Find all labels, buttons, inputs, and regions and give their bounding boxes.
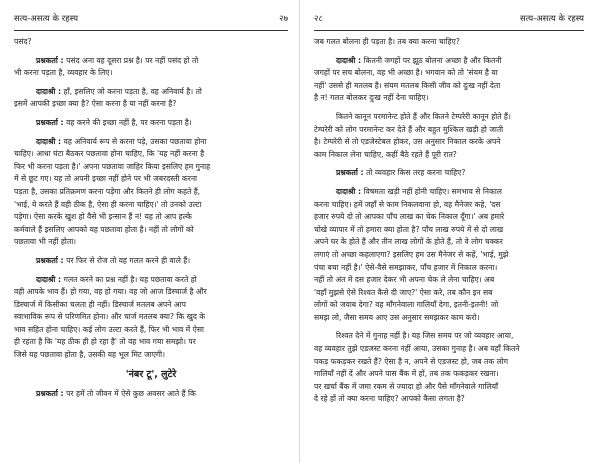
text-line: [314, 124, 584, 137]
paragraph: [14, 255, 288, 268]
line-text: जिसे यह पछतावा होता है, उसकी यह भूल मिट जाएगी।: [14, 350, 166, 360]
paragraph: [14, 136, 288, 249]
speaker-label: दादाश्री :: [336, 186, 364, 196]
text-line: [314, 262, 584, 275]
text-line: [14, 186, 288, 199]
line-text: वह व्यवहार तुझे एडजस्ट करना नहीं आया, उसका गुनाह है। अब यहाँ कितने: [314, 344, 520, 354]
text-line: [14, 117, 288, 130]
text-line: [314, 343, 584, 356]
line-text: पर खर्चा बैंक में जमा रकम से ज्यादा हो और पैसे माँगनेवाले गालियाँ: [314, 381, 498, 391]
text-line: [14, 336, 288, 349]
running-title: सत्य-असत्य के रहस्य: [14, 14, 79, 24]
line-text: पड़ेगा। ऐसा करके खुश हो वैसे भी इन्सान हैं न! यह तो आप हल्के: [14, 212, 192, 222]
line-text: चाहिए। आधा घंटा बैठकर पछतावा होना चाहिए, कि 'यह नहीं करना है: [14, 149, 205, 159]
line-text: गलत करने का प्रश्न नहीं है। यह पछतावा करते हो: [63, 274, 197, 284]
text-line: [314, 330, 584, 343]
line-text: पर फिर से रोज तो वह गलत करने ही वाले हैं।: [66, 255, 191, 265]
line-text: विषमता खड़ी नहीं होनी चाहिए। समभाव से निकाल: [363, 186, 502, 196]
speaker-label: दादाश्री :: [336, 55, 364, 65]
text-line: [314, 393, 584, 406]
line-text: पसंद?: [14, 37, 32, 46]
line-text: स्वाभाविक रूप से परिणमित होना। और चार्ज मतलब क्या? कि खुद के: [14, 312, 206, 322]
paragraph: [314, 330, 584, 406]
text-line: [14, 86, 288, 99]
line-text: तो व्यवहार किस तरह करना चाहिए?: [366, 168, 466, 178]
paragraph: [14, 36, 288, 49]
paragraph: [314, 111, 584, 161]
line-text: वह करने की इच्छा नहीं है, पर करना पड़ता है।: [66, 117, 192, 127]
line-text: में से छूट गए। यह तो अपनी इच्छा नहीं होने पर भी जबरदस्ती करना: [14, 174, 198, 184]
paragraph: [14, 388, 288, 401]
line-text: 'वहाँ मुझसे ऐसे रिश्वत कैसे दी जाए?' ऐसा करे, तब कौन इन सब: [314, 287, 493, 297]
line-text: है न! गलत बोलकर दुःख नहीं देना चाहिए।: [314, 93, 429, 103]
line-text: गालियाँ नहीं दें और अपने पास बैंक में हों, तब तक फकड़कर रखना।: [314, 369, 499, 379]
paragraph: [14, 117, 288, 130]
text-line: [14, 173, 288, 186]
text-line: [314, 287, 584, 300]
text-line: [14, 211, 288, 224]
text-line: [14, 324, 288, 337]
text-line: [14, 388, 288, 401]
text-line: [314, 167, 584, 180]
text-line: [314, 111, 584, 124]
line-text: हाँ, इसलिए जो करना पड़ता है, वह अनिवार्य है। तो: [63, 86, 202, 96]
speaker-label: प्रश्नकर्ता :: [36, 55, 67, 65]
text-line: [314, 312, 584, 325]
text-line: [314, 92, 584, 105]
line-text: समझ लो, जैसा समय आए उस अनुसार समझकर काम करो।: [314, 312, 480, 322]
text-line: [14, 255, 288, 268]
chapter-heading: 'नंबर टू', लुटेरे: [125, 368, 177, 380]
line-text: नहीं' उससे ही मतलब है। संयम मतलब किसी जीव को दुःख नहीं देता: [314, 80, 501, 90]
line-text: रिश्वत देने में गुनाह नहीं है। यह जिस समय पर जो व्यवहार आया,: [336, 331, 514, 341]
text-line: [314, 356, 584, 369]
line-text: भाव सहित होना चाहिए। कई लोग उल्टा करते हैं, फिर भी भाव में ऐसा: [14, 324, 204, 334]
line-text: हजार रुपये दो तो आपका पाँच लाख का चेक निकाल दूँगा।' अब हमारे: [314, 212, 505, 222]
text-line: [14, 349, 288, 362]
text-line: [14, 286, 288, 299]
line-text: वही आपके भाव हैं। हो गया, वह हो गया। वह जो आज डिस्चार्ज है और: [14, 287, 207, 297]
left-page-body: [14, 36, 288, 400]
line-text: पछतावा भी नहीं होता।: [14, 237, 77, 247]
text-line: [14, 161, 288, 174]
text-line: [314, 186, 584, 199]
line-text: करना चाहिए। हमें जहाँ से काम निकलवाना हो, वह मैनेजर कहे, 'दस: [314, 199, 501, 209]
line-text: पंचा बचा नहीं है।' ऐसे-वैसे समझाकर, पाँच हजार में निकाल करना।: [314, 262, 498, 272]
speaker-label: प्रश्नकर्ता :: [36, 117, 67, 127]
speaker-label: दादाश्री :: [36, 136, 64, 146]
text-line: [14, 148, 288, 161]
line-text: वह अनिवार्य रूप से करना पड़े, उसका पछतावा होना: [63, 136, 207, 146]
paragraph: [314, 55, 584, 105]
speaker-label: दादाश्री :: [36, 274, 64, 284]
line-text: ही रहता है कि 'यह ठीक ही हो रहा है' तो वह भाव गया समझो। पर: [14, 337, 196, 347]
right-page-header: [314, 0, 584, 31]
line-text: लोगों को जवाब देगा? वह माँगनेवाला गालियाँ देगा, इतनी-इतनी! जो: [314, 300, 499, 310]
text-line: [14, 311, 288, 324]
text-line: [14, 299, 288, 312]
text-line: [314, 274, 584, 287]
line-text: भी करना पड़ता है, व्यवहार के लिए।: [14, 68, 113, 78]
line-text: लगाएं तो अच्छा कहलाएगा? इसलिए हम उस मैनेजर से कहें, 'भाई, मुझे: [314, 249, 509, 259]
text-line: [314, 199, 584, 212]
line-text: जब गलत बोलना ही पड़ता है। तब क्या करना चाहिए?: [314, 37, 460, 46]
text-line: [314, 36, 584, 49]
page-number: २८: [314, 14, 323, 24]
right-page: [300, 0, 600, 463]
line-text: इसमें आपकी इच्छा क्या है? ऐसा करना है या नहीं करना है?: [14, 99, 177, 109]
right-page-body: [314, 36, 584, 406]
text-line: [14, 98, 288, 111]
line-text: डिस्चार्ज में किसीका चलता ही नहीं। डिस्चार्ज मतलब अपने आप: [14, 299, 186, 309]
text-line: [314, 55, 584, 68]
line-text: नहीं तो अंत में दस हजार देकर भी अपना चेक ले लेना चाहिए। अब: [314, 275, 495, 285]
text-line: [314, 381, 584, 394]
line-text: कितने कानून परमानेन्ट होते हैं और कितने टेम्परेरी कानून होते हैं।: [336, 111, 511, 121]
text-line: [314, 211, 584, 224]
speaker-label: दादाश्री :: [36, 86, 64, 96]
paragraph: [314, 36, 584, 49]
line-text: फिर भी करना पड़ता है।' अपना पछतावा जाहिर किया इसलिए हम गुनाह: [14, 161, 211, 171]
left-page-header: [14, 0, 288, 31]
paragraph: [14, 86, 288, 111]
text-line: [314, 136, 584, 149]
line-text: काम निकाल लेना चाहिए, कहीं बैठे रहते हैं पूरी रात?: [314, 149, 457, 159]
line-text: है। टेम्परेरी से तो एडजेस्टेबल होकर, उस अनुसार निकाल करके अपने: [314, 137, 501, 147]
text-line: [314, 368, 584, 381]
text-line: [14, 36, 288, 49]
line-text: जगहों पर सच बोलना, वह भी अच्छा है। भगवान को तो 'संयम है या: [314, 68, 498, 78]
text-line: [14, 236, 288, 249]
text-line: [14, 136, 288, 149]
text-line: [314, 236, 584, 249]
line-text: पसंद अना वह दूसरा प्रश्न है। पर नहीं पसंद हो तो: [66, 55, 199, 65]
text-line: [314, 67, 584, 80]
paragraph: [14, 55, 288, 80]
line-text: 'भाई, ये करते हैं वही ठीक है, ऐसा ही करना चाहिए।' तो उनको उल्टा: [14, 199, 202, 209]
text-line: [14, 224, 288, 237]
text-line: [14, 199, 288, 212]
line-text: दे रहे हों तो क्या करना चाहिए? आपको कैसा लगता है?: [314, 394, 465, 404]
line-text: पड़ता है, उसका प्रतिक्रमण करना पड़ेगा और कितने ही लोग कहते हैं,: [14, 186, 201, 196]
paragraph: [314, 186, 584, 325]
speaker-label: प्रश्नकर्ता :: [36, 255, 67, 265]
speaker-label: प्रश्नकर्ता :: [336, 168, 367, 178]
text-line: [314, 249, 584, 262]
paragraph: [14, 274, 288, 362]
line-text: पर हमें तो जीवन में ऐसे कुछ अवसर आते हैं कि: [66, 388, 196, 398]
line-text: चोखे व्यापार में तो हमारा क्या होता है? पाँच लाख रुपये में से दो लाख: [314, 224, 504, 234]
line-text: कर्मवाले हैं इसलिए आपको यह पछतावा होता है। नहीं तो लोगों को: [14, 224, 194, 234]
running-title: सत्य-असत्य के रहस्य: [519, 14, 584, 24]
text-line: [314, 80, 584, 93]
text-line: [14, 274, 288, 287]
text-line: [314, 299, 584, 312]
line-text: कितनी जगहों पर झूठ बोलना अच्छा है और कितनी: [363, 55, 502, 65]
text-line: [314, 149, 584, 162]
line-text: पकड़ फकड़कर रखते हैं? ऐसा है न, अपने से एडजस्ट हो, जब तक लोग: [314, 356, 509, 366]
text-line: [314, 224, 584, 237]
text-line: [14, 55, 288, 68]
speaker-label: प्रश्नकर्ता :: [36, 388, 67, 398]
paragraph: [314, 167, 584, 180]
line-text: अपने घर के होते हैं और तीन लाख लोगों के होते हैं, तो वे लोग चक्कर: [314, 237, 503, 247]
line-text: टेम्परेरी को लोग परमानेन्ट कर देते हैं और बहुत मुश्किल खड़ी हो जाती: [314, 124, 504, 134]
page-number: २७: [279, 14, 288, 24]
text-line: [14, 67, 288, 80]
